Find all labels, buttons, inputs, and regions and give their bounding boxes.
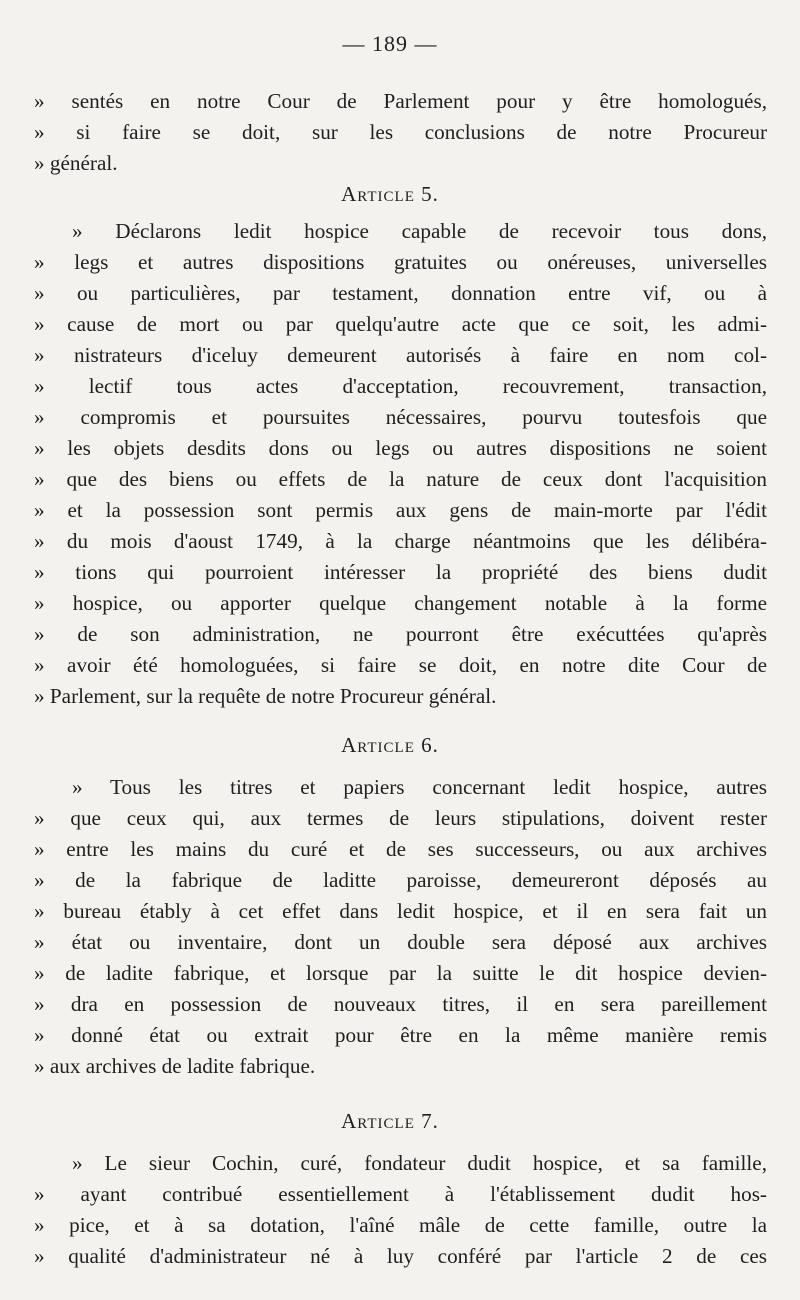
text-line: » que des biens ou effets de la nature de ceux dont l'acquisition	[34, 467, 767, 491]
text-line: » nistrateurs d'iceluy demeurent autorisés à faire en nom col-	[34, 343, 767, 367]
text-line: » aux archives de ladite fabrique.	[34, 1054, 316, 1078]
text-line: » de la fabrique de laditte paroisse, demeureront déposés au	[34, 868, 767, 892]
text-line: » avoir été homologuées, si faire se doit, en notre dite Cour de	[34, 653, 767, 677]
text-line: » compromis et poursuites nécessaires, pourvu toutesfois que	[34, 405, 767, 429]
text-line: » pice, et à sa dotation, l'aîné mâle de cette famille, outre la	[34, 1213, 767, 1237]
text-line: » Le sieur Cochin, curé, fondateur dudit hospice, et sa famille,	[72, 1151, 767, 1175]
text-line: » donné état ou extrait pour être en la même manière remis	[34, 1023, 767, 1047]
text-line: » général.	[34, 151, 118, 175]
text-line: » état ou inventaire, dont un double sera déposé aux archives	[34, 930, 767, 954]
text-line: » Parlement, sur la requête de notre Procureur général.	[34, 684, 497, 708]
text-line: » tions qui pourroient intéresser la propriété des biens dudit	[34, 560, 767, 584]
text-line: » si faire se doit, sur les conclusions de notre Procureur	[34, 120, 767, 144]
page-number: — 189 —	[342, 31, 438, 56]
text-line: » bureau étably à cet effet dans ledit hospice, et il en sera fait un	[34, 899, 767, 923]
text-line: » Déclarons ledit hospice capable de recevoir tous dons,	[72, 219, 767, 243]
text-line: » Tous les titres et papiers concernant ledit hospice, autres	[72, 775, 767, 799]
article-6-heading: Article 6.	[341, 733, 439, 757]
text-line: » sentés en notre Cour de Parlement pour y être homologués,	[34, 89, 767, 113]
text-line: » de son administration, ne pourront être exécuttées qu'après	[34, 622, 767, 646]
article-7-heading: Article 7.	[341, 1109, 439, 1133]
text-line: » cause de mort ou par quelqu'autre acte que ce soit, les admi-	[34, 312, 767, 336]
text-line: » que ceux qui, aux termes de leurs stipulations, doivent rester	[34, 806, 767, 830]
text-line: » les objets desdits dons ou legs ou autres dispositions ne soient	[34, 436, 767, 460]
text-line: » legs et autres dispositions gratuites ou onéreuses, universelles	[34, 250, 767, 274]
text-line: » et la possession sont permis aux gens de main-morte par l'édit	[34, 498, 767, 522]
text-line: » de ladite fabrique, et lorsque par la suitte le dit hospice devien-	[34, 961, 767, 985]
text-line: » hospice, ou apporter quelque changement notable à la forme	[34, 591, 767, 615]
text-line: » dra en possession de nouveaux titres, il en sera pareillement	[34, 992, 767, 1016]
text-line: » ou particulières, par testament, donnation entre vif, ou à	[34, 281, 767, 305]
text-line: » lectif tous actes d'acceptation, recouvrement, transaction,	[34, 374, 767, 398]
text-line: » du mois d'aoust 1749, à la charge néantmoins que les délibéra-	[34, 529, 767, 553]
text-line: » qualité d'administrateur né à luy conféré par l'article 2 de ces	[34, 1244, 767, 1268]
article-5-heading: Article 5.	[341, 182, 439, 206]
text-line: » entre les mains du curé et de ses successeurs, ou aux archives	[34, 837, 767, 861]
text-line: » ayant contribué essentiellement à l'établissement dudit hos-	[34, 1182, 767, 1206]
